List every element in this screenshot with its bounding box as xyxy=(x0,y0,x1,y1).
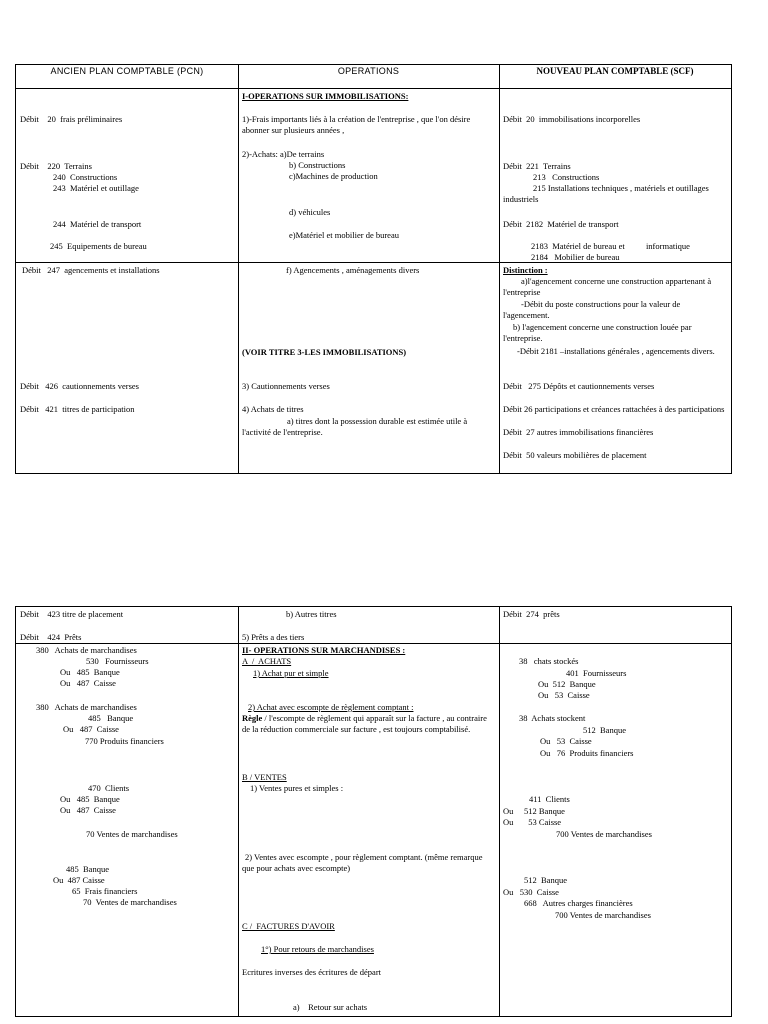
section-title: II- OPERATIONS SUR MARCHANDISES : xyxy=(242,645,406,655)
pcn-text: Ou 485 Banque xyxy=(60,667,120,677)
pcn-text: Ou 487 Caisse xyxy=(53,875,105,885)
ops-text: 1)-Frais importants liés à la création de l'entreprise , que l'on désire abonner sur plusieurs années , xyxy=(242,114,471,135)
scf-text: 2184 Mobilier de bureau xyxy=(531,252,620,262)
ops-text: f) Agencements , aménagements divers xyxy=(286,265,420,275)
ops-text: 5) Prêts a des tiers xyxy=(242,632,305,642)
pcn-text: 380 Achats de marchandises xyxy=(36,702,137,712)
scf-text: b) l'agencement concerne une construction louée par l'entreprise. xyxy=(503,322,692,343)
distinction-title: Distinction : xyxy=(503,265,548,275)
ops-text: 3) Cautionnements verses xyxy=(242,381,330,391)
ops-text: 1°) Pour retours de marchandises xyxy=(261,944,374,954)
pcn-text: 243 Matériel et outillage xyxy=(53,183,139,193)
ops-text: a) titres dont la possession durable est estimée utile à l'activité de l'entreprise. xyxy=(242,416,468,437)
column-divider xyxy=(238,65,239,473)
pcn-text: 380 Achats de marchandises xyxy=(36,645,137,655)
pcn-text: Ou 487 Caisse xyxy=(60,805,116,815)
ops-text: 2) Achat avec escompte de règlement comptant : xyxy=(248,702,414,712)
scf-text: Ou 53 Caisse xyxy=(540,736,592,746)
header-divider xyxy=(16,88,731,89)
scf-text: Débit 274 prêts xyxy=(503,609,560,619)
header-pcn: ANCIEN PLAN COMPTABLE (PCN) xyxy=(50,66,204,76)
scf-text: Ou 512 Banque xyxy=(503,806,565,816)
subsection-title: B / VENTES xyxy=(242,772,287,782)
column-divider xyxy=(238,607,239,1016)
pcn-text: 485 Banque xyxy=(88,713,134,723)
subsection-title: C / FACTURES D'AVOIR xyxy=(242,921,335,931)
ops-text: 2)-Achats: a)De terrains xyxy=(242,149,325,159)
scf-text: 512 Banque xyxy=(524,875,567,885)
pcn-text: 485 Banque xyxy=(66,864,109,874)
rule-label: Règle xyxy=(242,713,263,723)
scf-text: 2183 Matériel de bureau et informatique xyxy=(531,241,690,251)
ops-text: e)Matériel et mobilier de bureau xyxy=(289,230,399,240)
scf-text: Ou 530 Caisse xyxy=(503,887,559,897)
scf-text: 215 Installations techniques , matériels et outillages industriels xyxy=(503,183,709,204)
scf-text: 700 Ventes de marchandises xyxy=(556,829,652,839)
scf-text: Ou 53 Caisse xyxy=(503,817,562,827)
section-note: (VOIR TITRE 3-LES IMMOBILISATIONS) xyxy=(242,347,407,357)
ops-text: 1) Achat pur et simple xyxy=(253,668,329,678)
table-immobilisations xyxy=(15,64,732,474)
scf-text: -Débit du poste constructions pour la valeur de l'agencement. xyxy=(503,299,681,320)
column-divider xyxy=(499,607,500,1016)
pcn-text: 470 Clients xyxy=(88,783,130,793)
scf-text: 38 Achats stockent xyxy=(519,713,586,723)
pcn-text: 70 Ventes de marchandises xyxy=(86,829,178,839)
pcn-text: 65 Frais financiers xyxy=(72,886,138,896)
row-divider xyxy=(16,262,731,263)
pcn-text: 244 Matériel de transport xyxy=(53,219,142,229)
ops-text: c)Machines de production xyxy=(289,171,378,181)
ops-text: 2) Ventes avec escompte , pour règlement comptant. (même remarque que pour achats avec escompte) xyxy=(242,852,483,873)
scf-text: Débit 26 participations et créances rattachées à des participations xyxy=(503,404,725,414)
pcn-text: 245 Equipements de bureau xyxy=(50,241,147,251)
rule-text: / l'escompte de règlement qui apparaît sur la facture , au contraire de la réduction commerciale sur facture , est toujours comptabilisé. xyxy=(242,713,487,734)
pcn-text: Débit 426 cautionnements verses xyxy=(20,381,139,391)
scf-text: 401 Fournisseurs xyxy=(566,668,627,678)
ops-text: 4) Achats de titres xyxy=(242,404,304,414)
scf-text: 38 chats stockés xyxy=(519,656,579,666)
pcn-text: Débit 20 frais préliminaires xyxy=(20,114,123,124)
pcn-text: Débit 424 Prêts xyxy=(20,632,82,642)
scf-text: 700 Ventes de marchandises xyxy=(555,910,651,920)
pcn-text: Débit 421 titres de participation xyxy=(20,404,135,414)
pcn-text: 70 Ventes de marchandises xyxy=(83,897,177,907)
ops-text: 1) Ventes pures et simples : xyxy=(250,783,344,793)
scf-text: Ou 76 Produits financiers xyxy=(540,748,634,758)
subsection-title: A / ACHATS xyxy=(242,656,292,666)
header-operations: OPERATIONS xyxy=(337,66,400,76)
ops-text: a) Retour sur achats xyxy=(293,1002,368,1012)
scf-text: Débit 20 immobilisations incorporelles xyxy=(503,114,641,124)
pcn-text: Débit 247 agencements et installations xyxy=(22,265,160,275)
pcn-text: 530 Fournisseurs xyxy=(86,656,149,666)
scf-text: 411 Clients xyxy=(529,794,570,804)
ops-text: b) Autres titres xyxy=(286,609,337,619)
scf-text: a)l'agencement concerne une construction appartenant à l'entreprise xyxy=(503,276,712,297)
table-marchandises xyxy=(15,606,732,1017)
header-scf: NOUVEAU PLAN COMPTABLE (SCF) xyxy=(536,66,694,76)
scf-text: 213 Constructions xyxy=(533,172,600,182)
pcn-text: 240 Constructions xyxy=(53,172,118,182)
section-title: I-OPERATIONS SUR IMMOBILISATIONS: xyxy=(242,91,409,101)
ops-text: Ecritures inverses des écritures de départ xyxy=(242,967,382,977)
pcn-text: Ou 485 Banque xyxy=(60,794,120,804)
ops-text: b) Constructions xyxy=(289,160,346,170)
scf-text: Débit 2182 Matériel de transport xyxy=(503,219,619,229)
pcn-text: 770 Produits financiers xyxy=(85,736,164,746)
pcn-text: Ou 487 Caisse xyxy=(60,678,116,688)
ops-rule-text xyxy=(242,713,494,734)
scf-text: Ou 53 Caisse xyxy=(538,690,590,700)
scf-text: 512 Banque xyxy=(583,725,626,735)
scf-text: -Débit 2181 –installations générales , agencements divers. xyxy=(517,346,715,356)
scf-text: Débit 27 autres immobilisations financières xyxy=(503,427,654,437)
scf-text: Débit 50 valeurs mobilières de placement xyxy=(503,450,647,460)
scf-text: 668 Autres charges financières xyxy=(524,898,633,908)
scf-text: Ou 512 Banque xyxy=(538,679,596,689)
scf-text: Débit 275 Dépôts et cautionnements verses xyxy=(503,381,655,391)
pcn-text: Ou 487 Caisse xyxy=(63,724,119,734)
scf-text: Débit 221 Terrains xyxy=(503,161,571,171)
ops-text: d) véhicules xyxy=(289,207,331,217)
pcn-text: Débit 220 Terrains xyxy=(20,161,92,171)
pcn-text: Débit 423 titre de placement xyxy=(20,609,124,619)
row-divider xyxy=(16,643,731,644)
column-divider xyxy=(499,65,500,473)
